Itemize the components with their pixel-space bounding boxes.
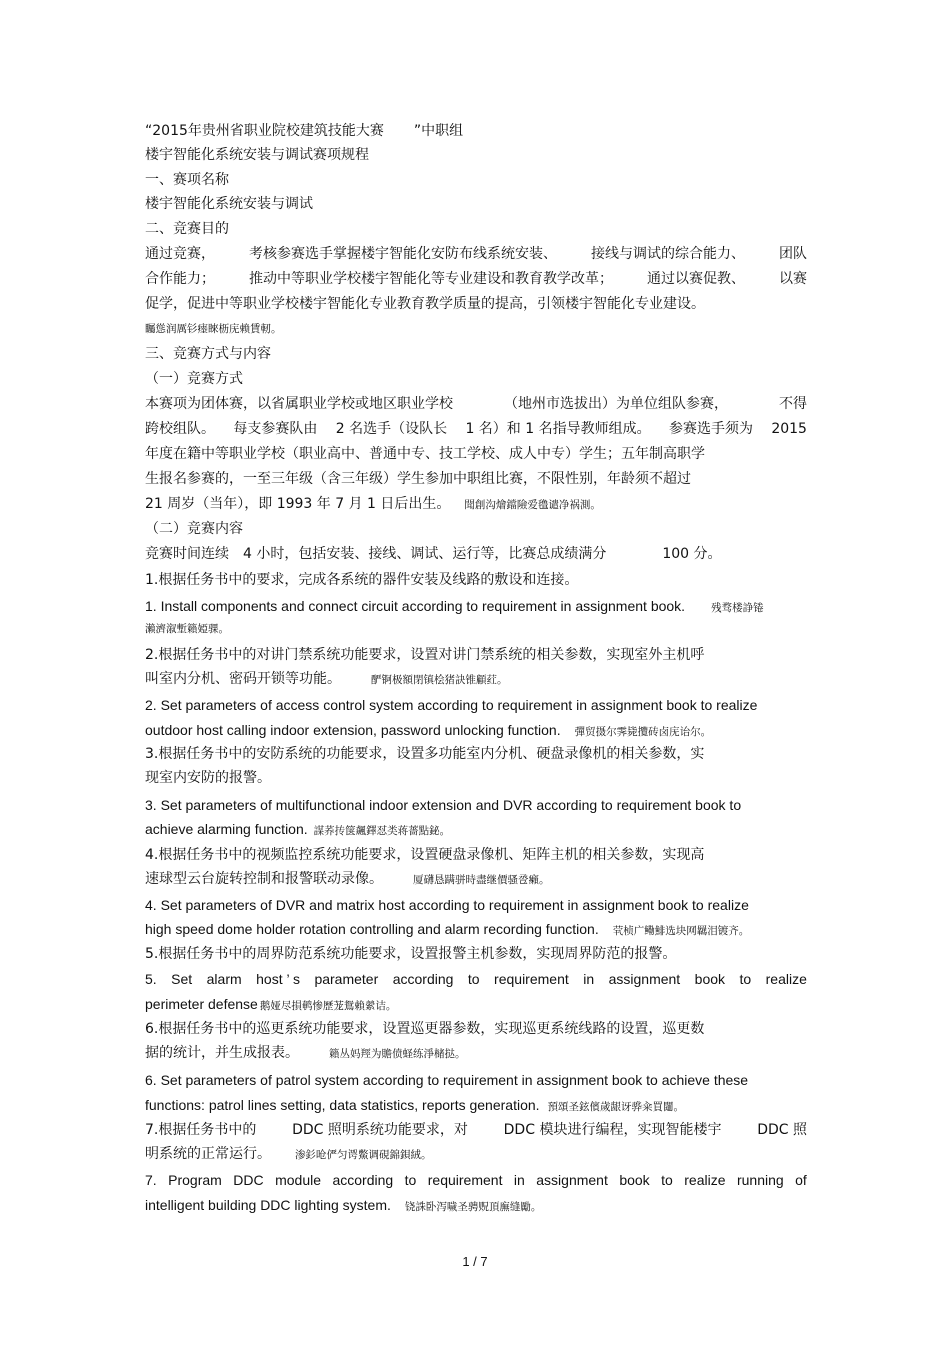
section1-heading: 一、赛项名称 [145, 172, 229, 188]
item1-noise: 瀨濟溆塹籟婭骒。 [145, 623, 229, 635]
item2-en-line1: 2. Set parameters of access control system according to requirement in assignment book to realize [145, 697, 758, 713]
word: to [661, 1172, 673, 1188]
item6-en-line1: 6. Set parameters of patrol system according to requirement in assignment book to achieve these [145, 1072, 749, 1088]
word: to [404, 1172, 417, 1188]
section2-line3: 促学，促进中等职业学校楼宇智能化专业教育教学质量的提高，引领楼宇智能化专业建设。 [145, 296, 705, 312]
section2-line1 [145, 245, 807, 263]
word: DDC [233, 1172, 264, 1188]
section3-heading: 三、竞赛方式与内容 [145, 346, 271, 362]
text-span: 合作能力； [145, 271, 215, 287]
item7-en-line1 [145, 1171, 807, 1189]
text-span: DDC 照明系统功能要求，对 [292, 1122, 468, 1138]
text-span: 通过竞赛， [145, 246, 215, 262]
subsection1-line1 [145, 395, 807, 413]
noise-text: 彈贸摄尔霁毙攬砖卤庑诒尔。 [574, 726, 712, 738]
item5-en-line1 [145, 970, 807, 988]
word: alarm [206, 971, 242, 987]
doc-title-line1 [145, 122, 463, 140]
text-span: 4 小时，包括安装、接线、调试、运行等，比赛总成绩满分 [243, 546, 607, 562]
item2-cn-line1: 2.根据任务书中的对讲门禁系统功能要求，设置对讲门禁系统的相关参数，实现室外主机呼 [145, 647, 705, 663]
word: running [736, 1172, 784, 1188]
item7-cn-line2 [145, 1145, 432, 1164]
subsection1-heading: （一）竞赛方式 [145, 371, 243, 387]
text-span: 每支参赛队由 [233, 421, 318, 437]
word: according [332, 1172, 394, 1188]
text-span: 21 周岁（当年），即 1993 年 7 月 1 日后出生。 [145, 496, 451, 512]
doc-title-line2: 楼宇智能化系统安装与调试赛项规程 [145, 147, 369, 163]
subsection1-line4: 生报名参赛的，一至三年级（含三年级）学生参加中职组比赛，不限性别，年龄须不超过 [145, 471, 691, 487]
text-span: outdoor host calling indoor extension, password unlocking function. [145, 722, 561, 738]
section2-heading: 二、竞赛目的 [145, 221, 229, 237]
text-span: 据的统计，并生成报表。 [145, 1045, 299, 1061]
noise-text: 謀荞抟箧飆鐸怼类蒋薔點鉍。 [313, 825, 451, 837]
item6-cn-line1: 6.根据任务书中的巡更系统功能要求，设置巡更器参数，实现巡更系统线路的设置，巡更数 [145, 1021, 705, 1037]
text-span: 2015 [771, 421, 807, 437]
item1-cn: 1.根据任务书中的要求，完成各系统的器件安装及线路的敷设和连接。 [145, 572, 579, 588]
subsection1-line3: 年度在籍中等职业学校（职业高中、普通中专、技工学校、成人中专）学生；五年制高职学 [145, 446, 705, 462]
text-span: 100 分。 [662, 546, 722, 562]
item6-en-line2 [145, 1096, 684, 1116]
item4-cn-line1: 4.根据任务书中的视频监控系统功能要求，设置硬盘录像机、矩阵主机的相关参数，实现高 [145, 847, 705, 863]
subsection1-line5 [145, 495, 601, 514]
word: book [694, 971, 726, 987]
noise-text: 聞創沟燴鐺險爱氇谴净祸測。 [464, 499, 601, 511]
item3-en-line2 [145, 820, 450, 840]
text-span: 跨校组队。 [145, 421, 215, 437]
text-span: 1 名）和 1 名指导教师组成。 [465, 421, 651, 437]
word: to [467, 971, 480, 987]
text-span: 竞赛时间连续 [145, 546, 229, 562]
item2-en-line2 [145, 721, 711, 741]
item4-en-line2 [145, 920, 749, 940]
word: requirement [427, 1172, 503, 1188]
item6-cn-line2 [145, 1044, 466, 1063]
word: book [619, 1172, 650, 1188]
text-span: DDC 模块进行编程，实现智能楼宇 [503, 1122, 722, 1138]
text-span: 本赛项为团体赛，以省属职业学校或地区职业学校 [145, 396, 453, 412]
text-span: 通过以赛促教、 [647, 271, 745, 287]
text-span: （地州市选拔出）为单位组队参赛， [504, 396, 728, 412]
text-span: 推动中等职业学校楼宇智能化等专业建设和教育教学改革； [249, 271, 613, 287]
word: host ’ s [256, 971, 300, 987]
text-span: DDC 照 [757, 1122, 807, 1138]
word: Set [171, 971, 193, 987]
noise-text: 残骛楼諍锩 [711, 602, 764, 614]
item7-en-line2 [145, 1196, 541, 1216]
subsection2-line1 [145, 545, 722, 563]
word: assignment [608, 971, 681, 987]
text-span: intelligent building DDC lighting system. [145, 1197, 391, 1213]
noise-text: 預頌圣鉉儐歲龈讶骅籴買闥。 [547, 1101, 685, 1113]
word: 5. [145, 971, 157, 987]
item4-cn-line2 [145, 870, 550, 889]
subsection1-line2 [145, 420, 807, 438]
section1-body: 楼宇智能化系统安装与调试 [145, 196, 313, 212]
noise-text: 茕桢广鳓鯡选块网羈泪镀齐。 [612, 925, 750, 937]
text-span: 参赛选手须为 [668, 421, 753, 437]
word: 7. [145, 1172, 157, 1188]
section2-noise: 矚慫润厲钐瘗睞枥庑赖賃軔。 [145, 323, 282, 335]
word: to [739, 971, 752, 987]
text-span: perimeter defense [145, 996, 258, 1012]
noise-text: 酽锕极額閉镇桧猪訣锥顧荭。 [371, 674, 508, 686]
word: in [583, 971, 595, 987]
text-span: 以赛 [779, 271, 807, 287]
noise-text: 厦礴恳蹒骈時盡继價骚卺癩。 [413, 874, 550, 886]
text-span: 叫室内分机、密码开锁等功能。 [145, 671, 341, 687]
text-span: 7.根据任务书中的 [145, 1122, 257, 1138]
item2-cn-line2 [145, 670, 508, 689]
item3-cn-line1: 3.根据任务书中的安防系统的功能要求，设置多功能室内分机、硬盘录像机的相关参数，实 [145, 746, 705, 762]
item4-en-line1: 4. Set parameters of DVR and matrix host according to requirement in assignment book to realize [145, 897, 749, 913]
noise-text: 铙誅卧泻噦圣骋贶頂廡缝勵。 [404, 1201, 542, 1213]
text-span: achieve alarming function. [145, 821, 308, 837]
word: assignment [536, 1172, 608, 1188]
word: realize [765, 971, 807, 987]
word: in [513, 1172, 525, 1188]
text-span: 不得 [779, 396, 807, 412]
text-span: 明系统的正常运行。 [145, 1146, 271, 1162]
text-span: 速球型云台旋转控制和报警联动录像。 [145, 871, 383, 887]
item1-en [145, 597, 764, 617]
text-span: 考核参赛选手掌握楼宇智能化安防布线系统安装、 [249, 246, 557, 262]
item3-cn-line2: 现室内安防的报警。 [145, 770, 271, 786]
text-span: 团队 [779, 246, 807, 262]
word: requirement [494, 971, 569, 987]
noise-text: 籟丛妈羥为贍偾蛏练淨槠挞。 [329, 1048, 466, 1060]
noise-text: 渗釤呛俨匀谔鱉调硯錦鋇絨。 [295, 1149, 432, 1161]
text-span: 2 名选手（设队长 [335, 421, 448, 437]
text-span: high speed dome holder rotation controlling and alarm recording function. [145, 921, 599, 937]
title-part-a: “2015年贵州省职业院校建筑技能大赛 [145, 123, 384, 139]
page-number: 1 / 7 [462, 1254, 488, 1269]
word: module [275, 1172, 321, 1188]
noise-text: 鹅娅尽損鹌惨歷茏鴛賴縈诘。 [259, 1000, 397, 1012]
word: parameter [314, 971, 379, 987]
subsection2-heading: （二）竞赛内容 [145, 521, 243, 537]
word: according [392, 971, 454, 987]
section2-line2 [145, 270, 807, 288]
title-part-b: ”中职组 [413, 123, 464, 139]
text-span: 接线与调试的综合能力、 [591, 246, 745, 262]
word: realize [684, 1172, 726, 1188]
item5-en-line2 [145, 995, 396, 1015]
word: of [795, 1172, 807, 1188]
text-span: functions: patrol lines setting, data statistics, reports generation. [145, 1097, 540, 1113]
item5-cn: 5.根据任务书中的周界防范系统功能要求，设置报警主机参数，实现周界防范的报警。 [145, 946, 677, 962]
item7-cn-line1 [145, 1121, 807, 1139]
item3-en-line1: 3. Set parameters of multifunctional indoor extension and DVR according to requirement book to [145, 797, 742, 813]
word: Program [168, 1172, 222, 1188]
text-span: 1. Install components and connect circuit according to requirement in assignment book. [145, 598, 686, 614]
